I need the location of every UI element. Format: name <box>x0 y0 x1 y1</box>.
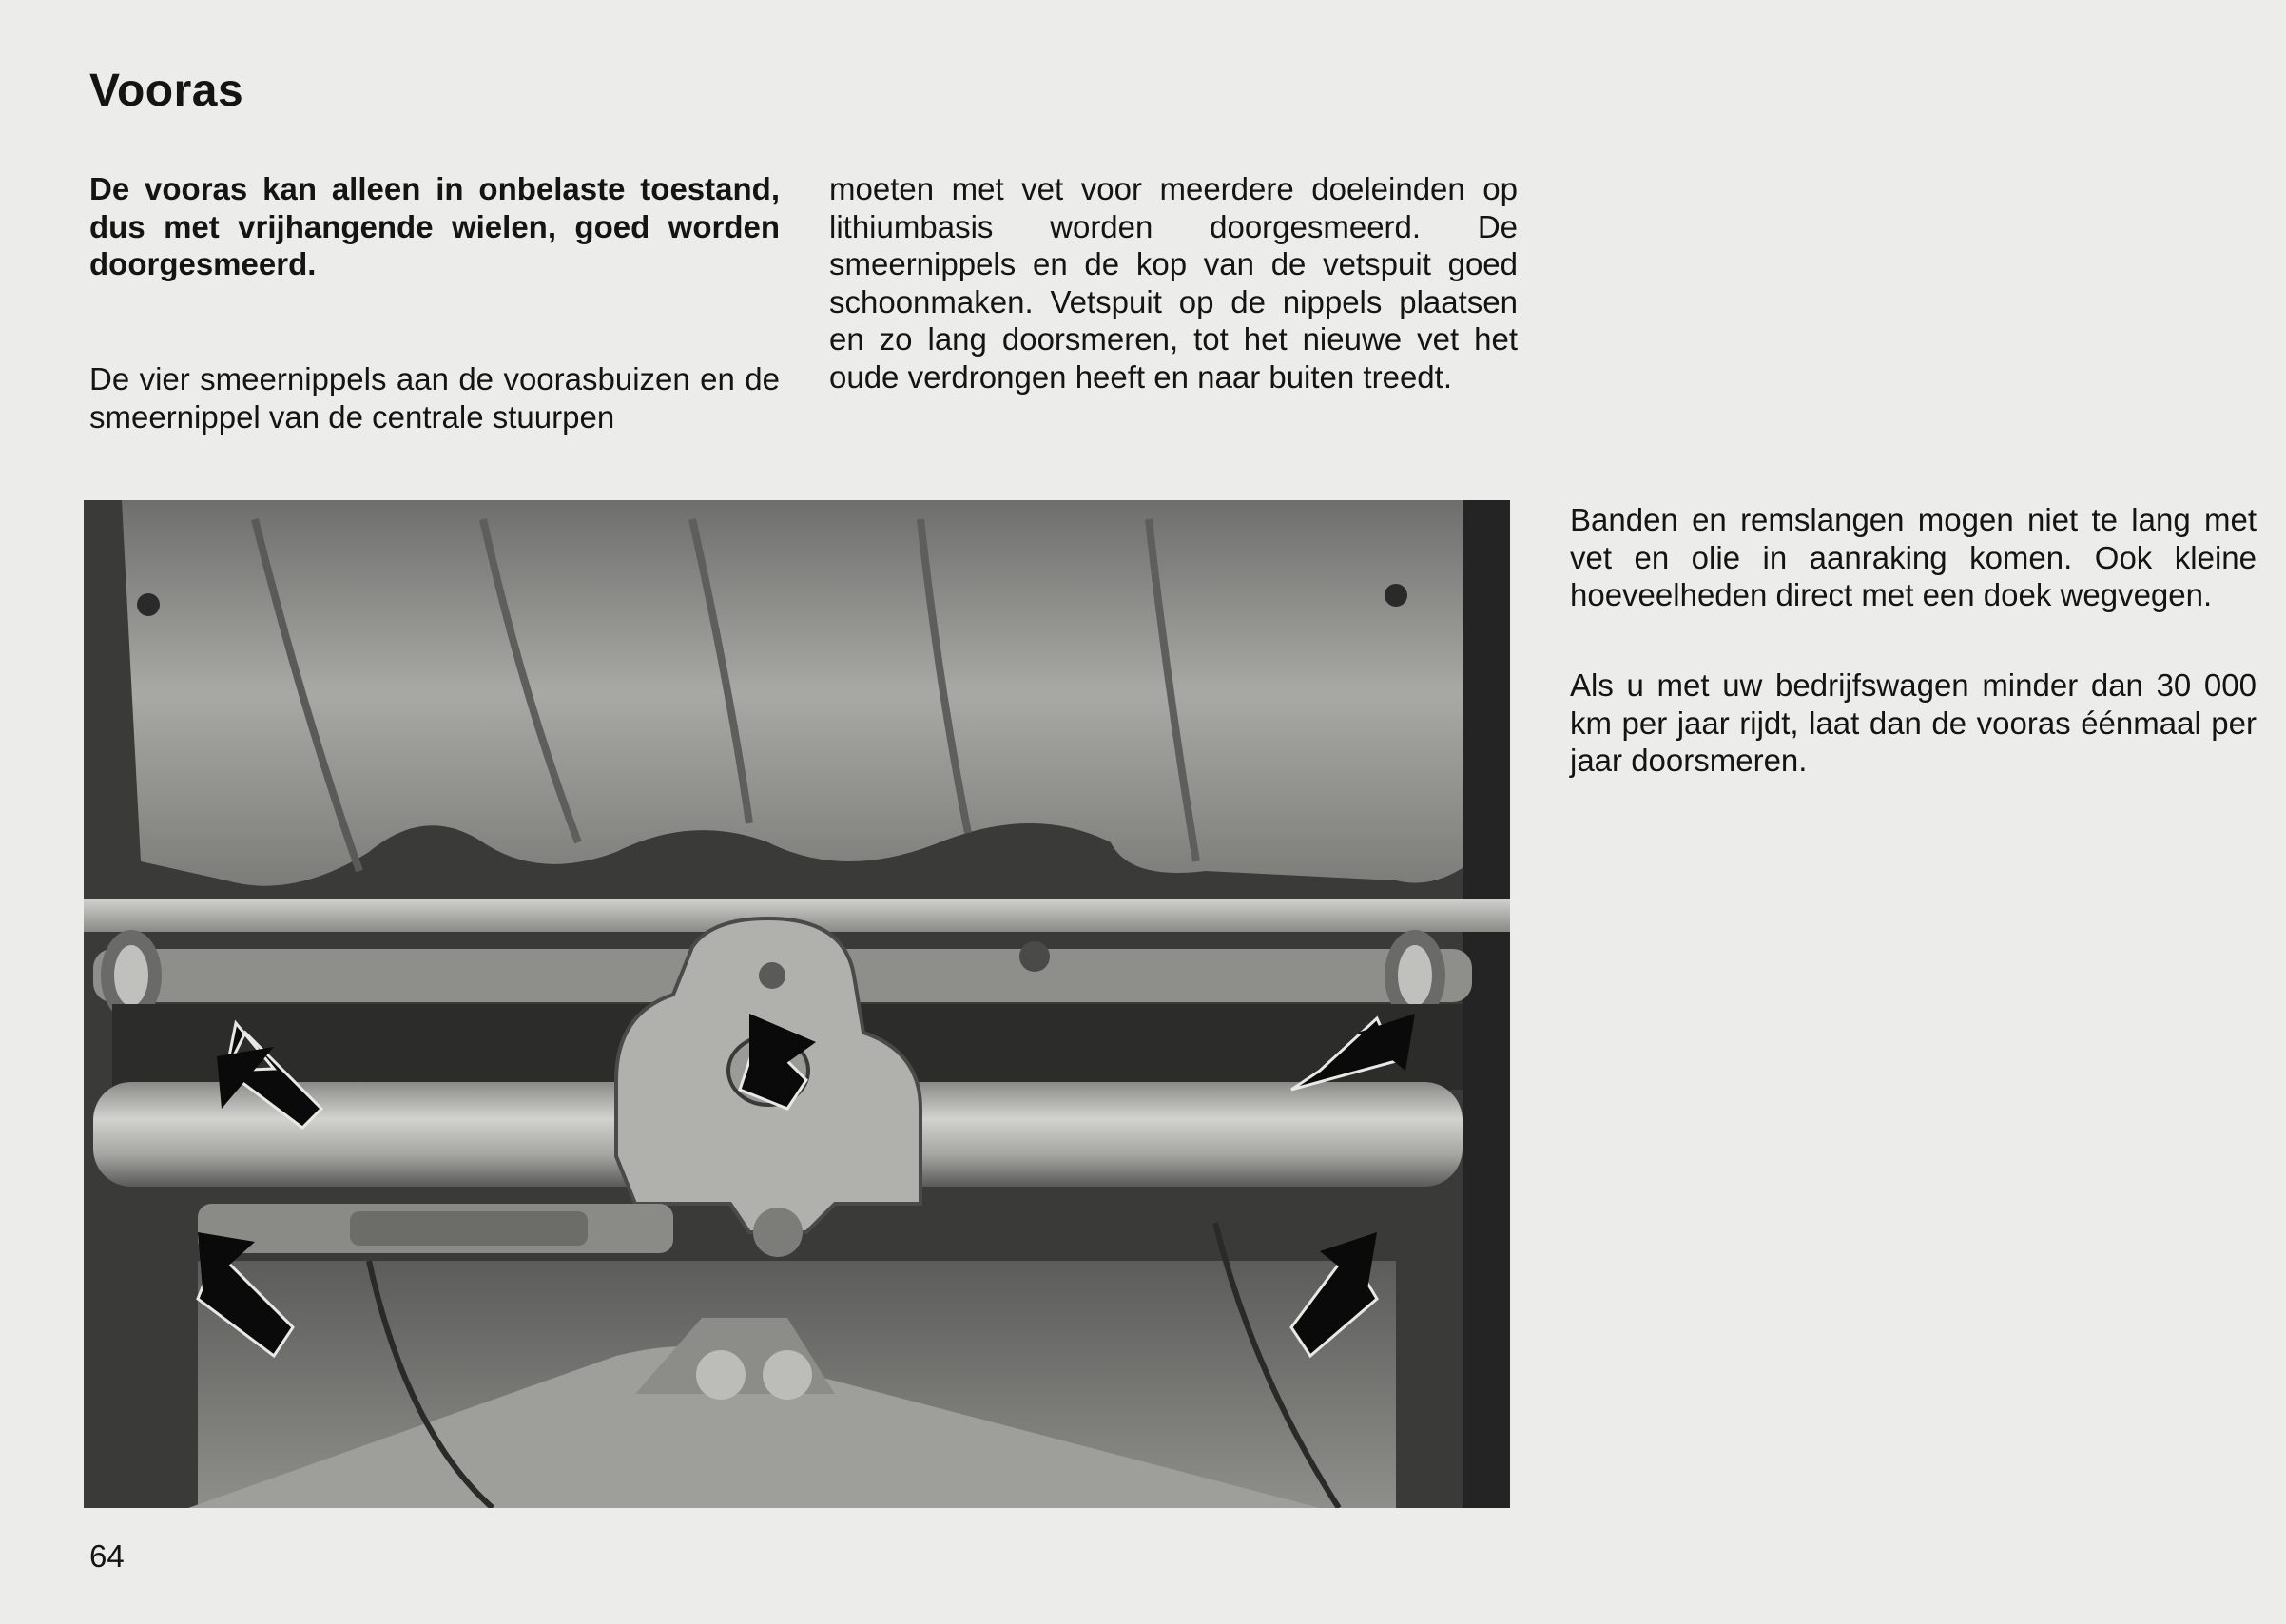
continuation-paragraph <box>829 170 1518 396</box>
front-axle-illustration <box>84 500 1510 1508</box>
lead-text: De vooras kan alleen in onbelaste toestand, dus met vrijhangende wielen, goed worden doorgesmeerd. <box>89 171 780 281</box>
continuation-text: moeten met vet voor meerdere doeleinden op lithiumbasis worden doorgesmeerd. De smeernippels en de kop van de vetspuit goed schoonmaken. Vetspuit op de nippels plaatsen en zo lang doorsmeren, tot het nieuwe vet het oude verdrongen heeft en naar buiten treedt. <box>829 171 1518 395</box>
page-title: Vooras <box>89 66 244 116</box>
intro-paragraph <box>89 360 780 435</box>
lead-paragraph <box>89 170 780 283</box>
fuel-tank <box>122 500 1472 886</box>
front-axle-photo <box>84 500 1510 1508</box>
bolt <box>137 593 160 616</box>
side-note-1-text: Banden en remslangen mogen niet te lang met vet en olie in aanraking komen. Ook kleine hoeveelheden direct met een doek wegvegen. <box>1570 502 2257 612</box>
side-note-1 <box>1570 501 2257 614</box>
bolt <box>1019 941 1050 972</box>
side-note-2 <box>1570 667 2257 780</box>
intro-text: De vier smeernippels aan de voorasbuizen en de smeernippel van de centrale stuurpen <box>89 361 780 435</box>
page-number: 64 <box>89 1538 125 1574</box>
bolt <box>1385 584 1407 607</box>
side-note-2-text: Als u met uw bedrijfswagen minder dan 30 000 km per jaar rijdt, laat dan de vooras éénmaal per jaar doorsmeren. <box>1570 667 2257 778</box>
